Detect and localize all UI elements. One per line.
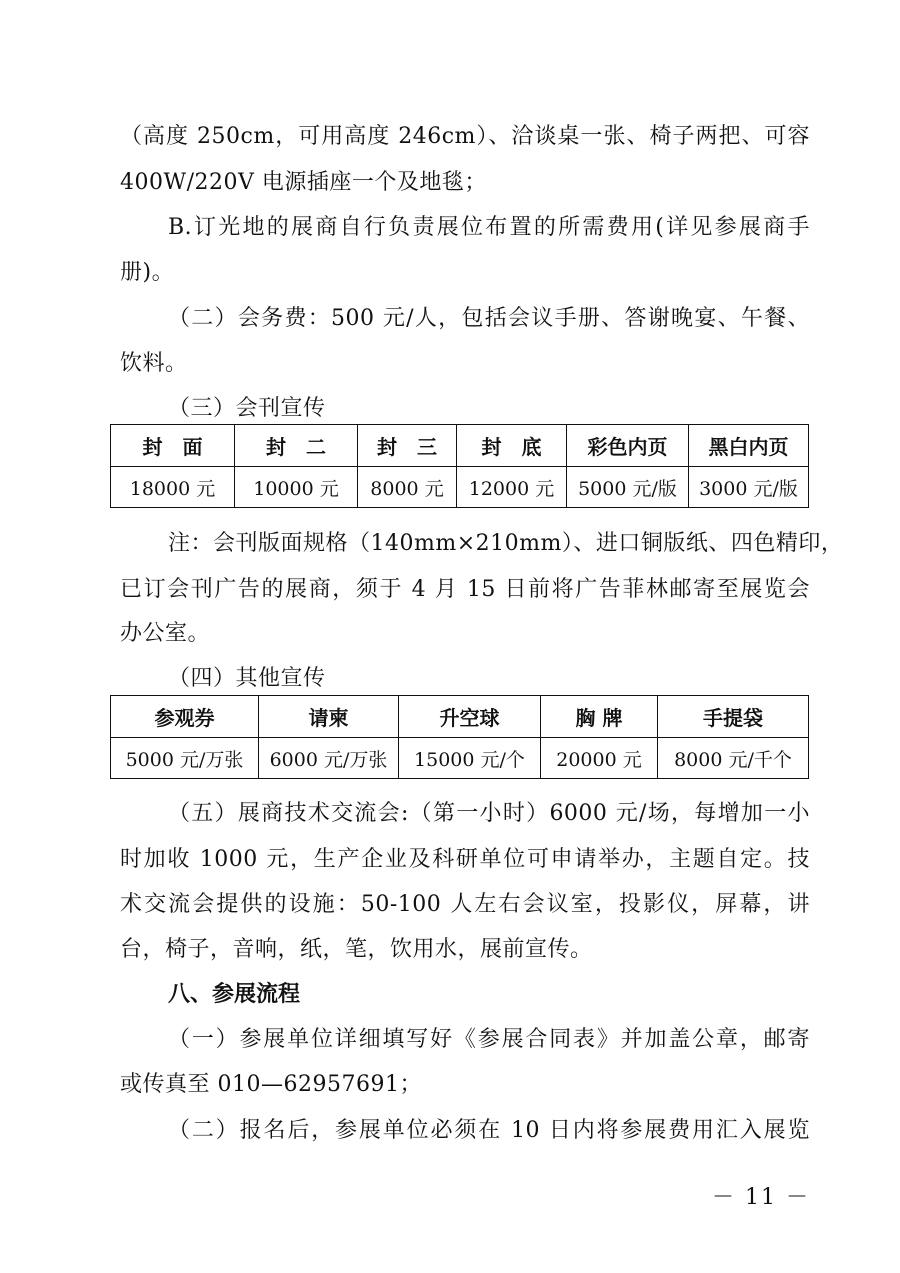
paragraph-line: （二）会务费：500 元/人，包括会议手册、答谢晚宴、午餐、 bbox=[168, 306, 810, 331]
table-header-cell: 黑白内页 bbox=[689, 425, 809, 467]
table-header-row bbox=[111, 696, 809, 738]
paragraph-line: （二）报名后，参展单位必须在 10 日内将参展费用汇入展览 bbox=[168, 1118, 810, 1143]
table-cell: 12000 元 bbox=[457, 467, 567, 508]
table-cell: 10000 元 bbox=[235, 467, 358, 508]
paragraph-line: 已订会刊广告的展商，须于 4 月 15 日前将广告菲林邮寄至展览会 bbox=[120, 577, 810, 602]
section-heading: 八、参展流程 bbox=[168, 982, 301, 1007]
paragraph-line: 册)。 bbox=[120, 260, 175, 285]
table-header-cell: 封 三 bbox=[358, 425, 457, 467]
paragraph-line: 饮料。 bbox=[120, 351, 188, 376]
table-cell: 20000 元 bbox=[541, 738, 658, 779]
table-cell: 15000 元/个 bbox=[399, 738, 541, 779]
table-row bbox=[111, 467, 809, 508]
table-header-cell: 封 二 bbox=[235, 425, 358, 467]
table-cell: 8000 元 bbox=[358, 467, 457, 508]
paragraph-line: 时加收 1000 元，生产企业及科研单位可申请举办，主题自定。技 bbox=[120, 847, 810, 872]
table-header-cell: 彩色内页 bbox=[567, 425, 689, 467]
table-header-cell: 升空球 bbox=[399, 696, 541, 738]
table-header-cell: 请柬 bbox=[259, 696, 399, 738]
table-header-cell: 封 底 bbox=[457, 425, 567, 467]
table-cell: 3000 元/版 bbox=[689, 467, 809, 508]
paragraph-line: （高度 250cm，可用高度 246cm）、洽谈桌一张、椅子两把、可容 bbox=[120, 124, 810, 149]
paragraph-line: 台，椅子，音响，纸，笔，饮用水，展前宣传。 bbox=[120, 937, 593, 962]
paragraph-line: （一）参展单位详细填写好《参展合同表》并加盖公章，邮寄 bbox=[168, 1027, 810, 1052]
table-cell: 8000 元/千个 bbox=[658, 738, 809, 779]
other-promo-table bbox=[110, 695, 809, 779]
table-cell: 18000 元 bbox=[111, 467, 235, 508]
paragraph-line: 术交流会提供的设施：50-100 人左右会议室，投影仪，屏幕，讲 bbox=[120, 892, 810, 917]
table-header-cell: 手提袋 bbox=[658, 696, 809, 738]
section-label-other: （四）其他宣传 bbox=[168, 666, 326, 691]
paragraph-line: 办公室。 bbox=[120, 621, 211, 646]
table-header-cell: 封 面 bbox=[111, 425, 235, 467]
paragraph-line: 或传真至 010—62957691； bbox=[120, 1072, 422, 1097]
table-header-cell: 参观券 bbox=[111, 696, 259, 738]
paragraph-line: 400W/220V 电源插座一个及地毯； bbox=[120, 170, 487, 195]
section-label-catalog: （三）会刊宣传 bbox=[168, 396, 326, 421]
paragraph-line: 注：会刊版面规格（140mm×210mm）、进口铜版纸、四色精印， bbox=[168, 531, 844, 556]
table-cell: 6000 元/万张 bbox=[259, 738, 399, 779]
table-header-row bbox=[111, 425, 809, 467]
paragraph-line: （五）展商技术交流会:（第一小时）6000 元/场，每增加一小 bbox=[168, 801, 810, 826]
table-row bbox=[111, 738, 809, 779]
table-cell: 5000 元/版 bbox=[567, 467, 689, 508]
page-number: － 11 － bbox=[712, 1185, 810, 1210]
table-header-cell: 胸 牌 bbox=[541, 696, 658, 738]
table-cell: 5000 元/万张 bbox=[111, 738, 259, 779]
catalog-price-table bbox=[110, 424, 809, 508]
paragraph-line: B.订光地的展商自行负责展位布置的所需费用(详见参展商手 bbox=[168, 215, 810, 240]
